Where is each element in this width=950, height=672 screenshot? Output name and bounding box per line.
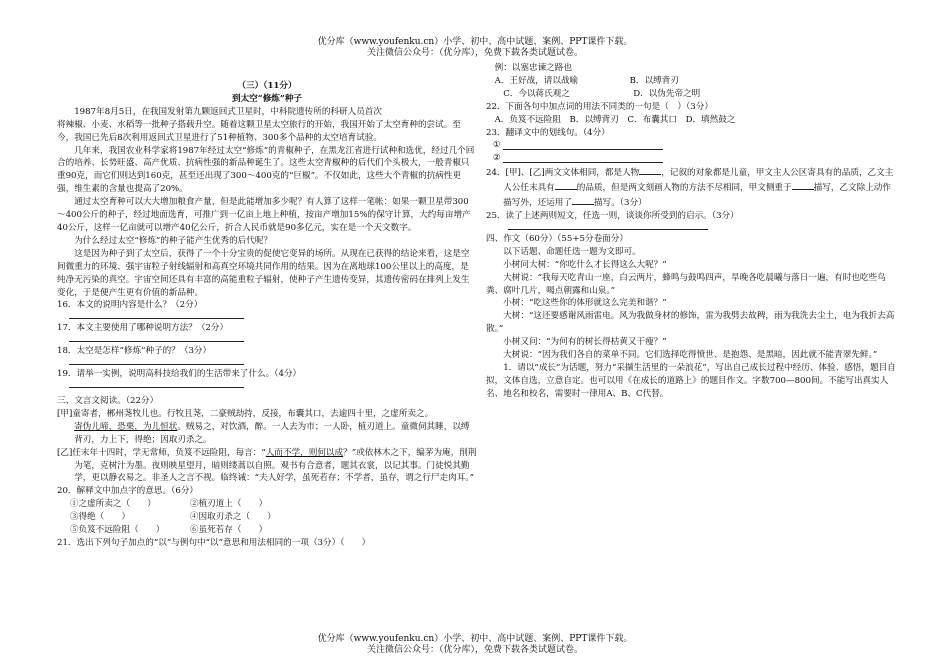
q21-option-a[interactable]: A．王好战，请以战喻	[494, 75, 579, 86]
q24-blank-4[interactable]	[572, 195, 594, 205]
right-column	[486, 62, 898, 401]
essay-instruction: 以下话题、命题任选一题为文即可。	[503, 246, 641, 257]
q24-blank-3[interactable]	[792, 180, 814, 190]
question-21: 21．选出下列句子加点的“以”与例句中“以”意思和用法相同的一项（3分）（ ）	[57, 538, 371, 548]
essay-dialogue-5: 小树又问：“为何有的树长得枯黄又干瘦？”	[503, 337, 667, 348]
paragraph-2: 几年来，我国农业科学家将1987年经过太空“修炼”的青椒种子，在黑龙江省进行试种和选优，经过几个回合的培养、长势旺盛、高产优质、抗病性强的新品种诞生了。这些太空青椒种的后代们个头极大，一般青椒只重90克，而它们则达到160克，甚至还出现了300～400克的“巨椒”。不仅如此，这些大个青椒的抗病性更强，维生素的含量也提高了20%。	[57, 145, 475, 195]
footer-line-2: 关注微信公众号：（优分库），免费下载各类试题试卷。	[366, 645, 583, 655]
question-17: 17．本文主要使用了哪种说明方法？（2分）	[57, 323, 229, 334]
section-heading: （三）（11分）	[237, 81, 297, 91]
q20-item-5: ⑤负笈不远险阻（ ）	[69, 525, 165, 536]
essay-dialogue-1: 小树问大树：“你吃什么才长得这么大呢？”	[503, 259, 667, 270]
q24-text-d: 的品质，但是两文刻画人物的方法不尽相同，甲文侧重于	[576, 183, 792, 194]
q20-row-2	[57, 511, 310, 524]
q20-item-1: ①之虚所卖之（ ）	[69, 499, 156, 510]
q23-answer-2[interactable]	[486, 152, 898, 165]
essay-dialogue-4: 大树：“这还要感谢风雨雷电。风为我做身材的修饰，雷为我劈去故稗，雨为我洗去尘土，电为我折去高散。”	[486, 311, 895, 335]
text-jia-2	[57, 421, 477, 447]
header-line-1: 优分库（www.youfenku.cn）小学、初中、高中试题、案例、PPT课件下载。	[317, 37, 633, 47]
q21-options-row-1	[486, 75, 765, 88]
answer-line-16[interactable]	[69, 317, 244, 319]
paragraph-5: 这是因为种子到了太空后，获得了一个十分宝贵的促使它变异的场所。从现在已获得的结论来看，这是空间微重力的环境、强宇宙粒子射线辐射和高真空环境共同作用的结果。因为在离地球100公里以上的高度，是纯净无污染的真空。宇宙空间还具有丰富的高能重粒子辐射，使种子产生遗传变异，其遗传密码在排列上发生变化，于是便产生更有价值的新品种。	[57, 248, 470, 298]
q21-option-d[interactable]: D．以伪先帝之明	[633, 88, 701, 99]
q20-item-3: ③得绝（ ）	[69, 512, 131, 523]
q21-option-c[interactable]: C．今以蒋氏观之	[503, 88, 570, 99]
answer-line-25[interactable]	[508, 228, 708, 230]
question-16: 16．本文的说明内容是什么？（2分）	[57, 300, 203, 311]
q20-item-2: ②植刃道上（ ）	[189, 499, 268, 510]
page-header	[0, 37, 950, 59]
q22-options: A．负笈不远险阻 B．以缚背刃 C．布囊其口 D．填然鼓之	[494, 114, 736, 125]
q20-row-1	[57, 498, 310, 511]
question-22: 22．下面各句中加点词的用法不同类的一句是（ ）（3分）	[486, 101, 713, 112]
q21-example: 例：以塞忠谏之路也	[494, 63, 572, 73]
text-jia-1: [甲]童寄者，郴州荛牧儿也。行牧且荛，二豪贼劫持，反接，布囊其口，去逾四十里，之虚所卖之。	[57, 408, 434, 419]
text-yi-start: [乙]任末年十四时，学无常师，负笈不远险阻，每言：“	[57, 447, 266, 458]
footer-line-1: 优分库（www.youfenku.cn）小学、初中、高中试题、案例、PPT课件下载。	[317, 634, 633, 644]
answer-line-19[interactable]	[69, 386, 244, 388]
question-23: 23．翻译文中的划线句。（4分）	[486, 127, 610, 138]
q24-text-a: 24．[甲]、[乙]两文文体相同，都是人物	[486, 168, 640, 179]
q23-answer-line-1[interactable]	[503, 148, 663, 150]
header-line-2: 关注微信公众号：（优分库），免费下载各类试题试卷。	[366, 48, 583, 58]
q23-index-1: ①	[492, 140, 501, 151]
q21-option-b[interactable]: B．以缚背刃	[629, 75, 679, 86]
paragraph-1-first-line: 1987年8月5日，在我国发射第九颗返回式卫星时，中科院遗传所的科研人员首次	[74, 106, 382, 117]
q20-item-4: ④因取刃杀之（ ）	[189, 512, 276, 523]
q20-item-6: ⑥虽死若存（ ）	[189, 525, 268, 536]
q24-text-e: 描写，乙文除上动作描写外，还运用了	[503, 183, 891, 209]
q24-blank-2[interactable]	[555, 180, 577, 190]
section-4-heading: 四、作文（60分）（55+5分卷面分）	[486, 233, 628, 244]
q23-index-2: ②	[492, 153, 501, 164]
paragraph-1-rest: 将辣椒、小麦、水稻等一批种子搭载升空。随着这颗卫星太空旅行的开始，我国开始了太空育种的尝试。至今，我国已先后8次利用返回式卫星进行了51种植物、300多个品种的太空培育试验。	[57, 119, 461, 143]
q24-text-b: ，记叙的对象都是儿童，甲文主人公区寄具有	[661, 168, 834, 179]
underlined-sentence-yi: 人而不学，则何以成	[265, 447, 344, 458]
text-yi-rest: ？”或依林木之下，编茅为庵，削荆为笔，克树汁为墨。夜则映星望月，暗则缕蒿以自照。观书有合意者，题其衣裳，以记其事。门徒悦其勤学，更以静衣易之。非圣人之言不视。临终诫：“夫人好学，虽死若存；不学者，虽存，谓之行尸走肉耳。”	[74, 447, 477, 484]
question-25: 25．读了上述两则短文，任选一则，谈谈你所受到的启示。（3分）	[486, 210, 739, 221]
section-3-heading: 三、文言文阅读。（22分）	[57, 396, 159, 407]
page-footer	[0, 634, 950, 656]
q24-text-f: 描写。（3分）	[593, 198, 647, 209]
q24-text-c: 的品质，乙文主人公任末具有	[503, 168, 894, 194]
essay-dialogue-6: 大树说：“因为我们各自的菜单不同。它们选择吃得愤世、是抱怨、是黑暗，因此就不能青翠先鲜。”	[503, 350, 878, 361]
question-20: 20．解释文中加点字的意思。（6分）	[57, 486, 199, 497]
essay-dialogue-3: 小树：“吃这些你的体形就这么完美和谐？”	[503, 298, 667, 309]
q23-answer-line-2[interactable]	[503, 161, 663, 163]
question-18: 18．太空是怎样“修炼”种子的？（3分）	[57, 346, 212, 357]
q21-options-row-2	[486, 88, 763, 101]
q23-answer-1[interactable]	[486, 139, 898, 152]
essay-prompt: 1．请以“成长”为话题，努力“采撷生活里的一朵浪花”，写出自己成长过程中经历、体验、感悟，题目自拟，文体自选，立意自定。也可以用《在成长的道路上》的题目作文。字数700—800间。不能写出真实人名、地名和校名，需要时一律用A、B、C代替。	[486, 362, 896, 399]
q24-blank-1[interactable]	[639, 165, 661, 175]
article-title: 到太空“修炼”种子	[231, 93, 303, 104]
answer-line-18[interactable]	[69, 363, 244, 365]
left-column	[57, 80, 477, 550]
essay-dialogue-2: 大树说：“我每天吃青山一座，白云两片，蜂鸣与鼓鸣四声，旱晚各吃晨曦与落日一遍，有时也吃些鸟粪、腐叶几片，喝点朝露和山泉。”	[486, 272, 886, 296]
text-yi	[57, 447, 477, 486]
paragraph-3: 通过太空育种可以大大增加粮食产量，但是此能增加多少呢？有人算了这样一笔帐：如果一颗卫星带300～400公斤的种子，经过地面选育，可推广到一亿亩上地上种植，按亩产增加15%的保守计算，大约每亩增产40公斤，这样一亿亩就可以增产40亿公斤，折合人民币就是90多亿元，实在是一个天文数字。	[57, 197, 471, 233]
answer-line-17[interactable]	[69, 340, 244, 342]
question-24	[486, 165, 898, 210]
text-jia-2-rest: 。贼易之，对饮酒，醉。一人去为市；一人卧，植刃道上。童微伺其睡，以缚背刃，力上下，得绝；因取刃杀之。	[74, 421, 470, 445]
paragraph-4: 为什么经过太空“修炼”的种子能产生优秀的后代呢？	[74, 235, 273, 246]
q20-row-3	[57, 524, 310, 537]
question-19: 19．请举一实例，说明高科技给我们的生活带来了什么。（4分）	[57, 369, 302, 380]
underlined-sentence-jia: 寄伪儿啼，恐栗，为儿恒状	[74, 421, 178, 432]
